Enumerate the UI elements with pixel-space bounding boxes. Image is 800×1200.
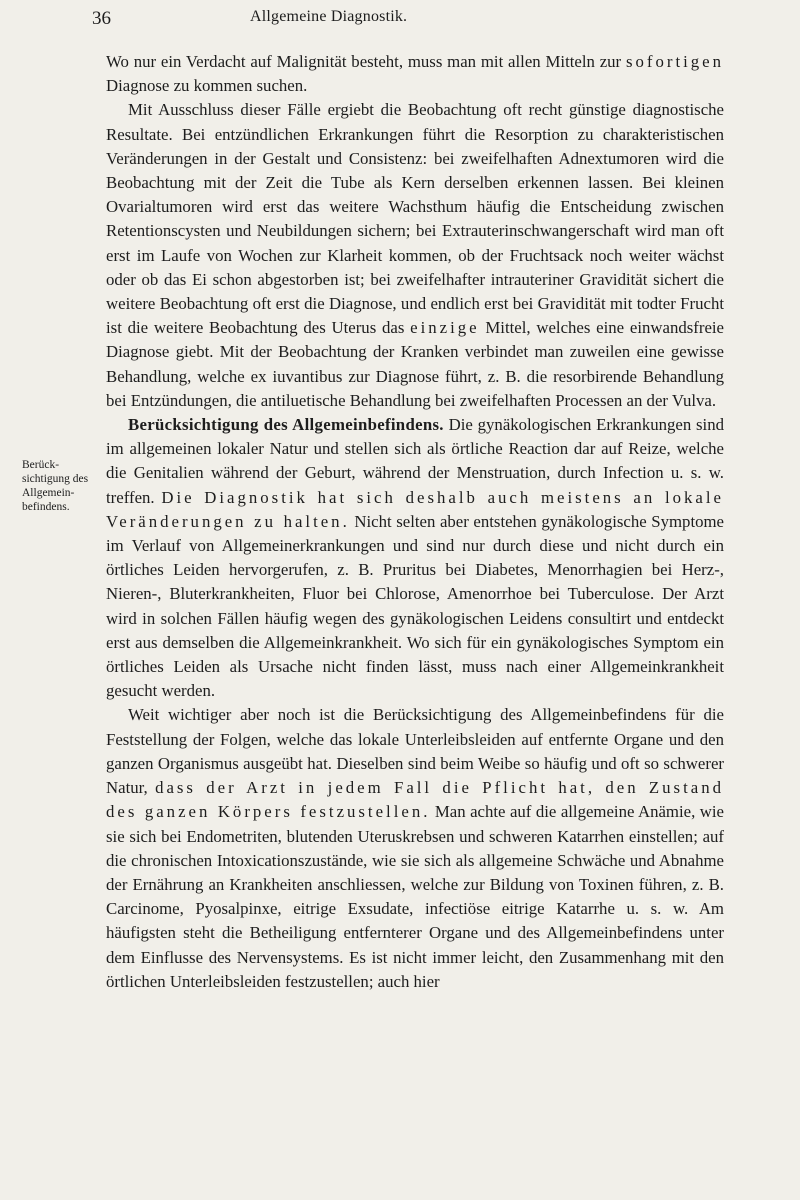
text-run: Die gynäkologischen Erkrankungen sind im allgemeinen lokaler Natur und stellen sich als örtliche Reaction dar auf Reize, welche die Genitalien während der Geburt, während der Menstruation, durch Infection u. s. w. treffen. bbox=[106, 415, 725, 507]
margin-note-line: Berück- bbox=[22, 459, 60, 471]
text-run: Diagnose zu kommen suchen. bbox=[106, 76, 308, 96]
emphasis-text: einzige bbox=[410, 318, 480, 338]
emphasis-text: sofortigen bbox=[625, 52, 724, 71]
text-run: Weit wichtiger aber noch ist die Berücksichtigung des Allgemeinbefindens für die Feststellung der Folgen, welche das lokale Unterleibsleiden auf entfernte Organe und den ganzen Organismus ausgeübt hat. Dieselben sind beim Weibe so häufig und oft so schwerer Natur, bbox=[106, 705, 724, 798]
text-run: Nicht selten aber entstehen gynäkologische Symptome im Verlauf von Allgemeinerkrankungen und sind nur durch diese und nicht durch ein örtliches Leiden hervorgerufen, z. B. Pruritus bei Diabetes, Menorrhagien bei Herz-, Nieren-, Bluterkrankheiten, Fluor bei Chlorose, Amenorrhoe bei Tuberculose. Der Arzt wird in solchen Fällen häufig wegen des gynäkologischen Leidens consultirt und entdeckt erst aus demselben die Allgemeinkrankheit. Wo sich für ein gynäkologisches Symptom ein örtliches Leiden als Ursache nicht finden lässt, muss nach einer Allgemeinkrankheit gesucht werden. bbox=[106, 511, 724, 701]
running-title: Allgemeine Diagnostik. bbox=[250, 8, 408, 25]
text-run: Man achte auf die allgemeine Anämie, wie sie sich bei Endometriten, blutenden Uteruskrebsen und schweren Katarrhen einstellen; auf die chronischen Intoxicationszustände, wie sie sich als allgemeine Schwäche und Abnahme der Ernährung an Krankheiten anschliessen, welche zur Bildung von Toxinen führen, z. B. Carcinome, Pyosalpinxe, eitrige Exsudate, infectiöse eitrige Katarrhe u. s. w. Am häufigsten steht die Betheiligung entfernterer Organe und des Allgemeinbefindens unter dem Einflusse des Nervensystems. Es ist nicht immer leicht, den Zusammenhang mit den örtlichen Unterleibsleiden festzustellen; auch hier bbox=[106, 802, 724, 991]
section-heading: Berücksichtigung des Allgemeinbefindens. bbox=[128, 415, 444, 435]
page-number: 36 bbox=[92, 8, 111, 29]
emphasis-text: Die Diagnostik hat sich deshalb auch meistens an lokale Veränderungen zu halten. bbox=[106, 487, 724, 531]
margin-note-line: Allgemein- bbox=[22, 487, 75, 499]
paragraph-4 bbox=[106, 703, 724, 993]
text-run: Mittel, welches eine einwandsfreie Diagnose giebt. Mit der Beobachtung der Kranken verbindet man zuweilen eine gewisse Behandlung, welche ex iuvantibus zur Diagnose führt, z. B. die resorbirende Behandlung bei Entzündungen, die antiluetische Behandlung bei zweifelhaften Processen an der Vulva. bbox=[106, 318, 724, 410]
margin-note-line: sichtigung des bbox=[22, 473, 89, 485]
text-run: Wo nur ein Verdacht auf Malignität besteht, muss man mit allen Mitteln zur bbox=[106, 52, 626, 71]
paragraph-1 bbox=[106, 50, 724, 98]
margin-note-line: befindens. bbox=[22, 501, 70, 513]
paragraph-3 bbox=[106, 413, 724, 703]
paragraph-2 bbox=[106, 98, 724, 413]
body-text bbox=[106, 50, 724, 994]
text-run: Mit Ausschluss dieser Fälle ergiebt die Beobachtung oft recht günstige diagnostische Resultate. Bei entzündlichen Erkrankungen führt die Resorption zu charakteristischen Veränderungen in der Gestalt und Consistenz: bei zweifelhaften Adnextumoren wird die Beobachtung mit der Zeit die Tube als Kern derselben erkennen lassen. Bei kleinen Ovarialtumoren wird erst das weitere Wachsthum häufig die Entscheidung zwischen Retentionscysten und Neubildungen sichern; bei Extrauterinschwangerschaft wird man oft erst im Laufe von Wochen zur Klarheit kommen, ob der Fruchtsack noch weiter wächst oder ob das Ei schon abgestorben ist; bei zweifelhafter intrauteriner Gravidität sichert die weitere Beobachtung oft erst die Diagnose, und endlich erst bei Gravidität mit todter Frucht ist die weitere Beobachtung des Uterus das bbox=[106, 100, 724, 338]
emphasis-text: dass der Arzt in jedem Fall die Pflicht hat, den Zustand des ganzen Körpers festzustellen. bbox=[106, 778, 724, 822]
margin-note bbox=[22, 458, 106, 514]
